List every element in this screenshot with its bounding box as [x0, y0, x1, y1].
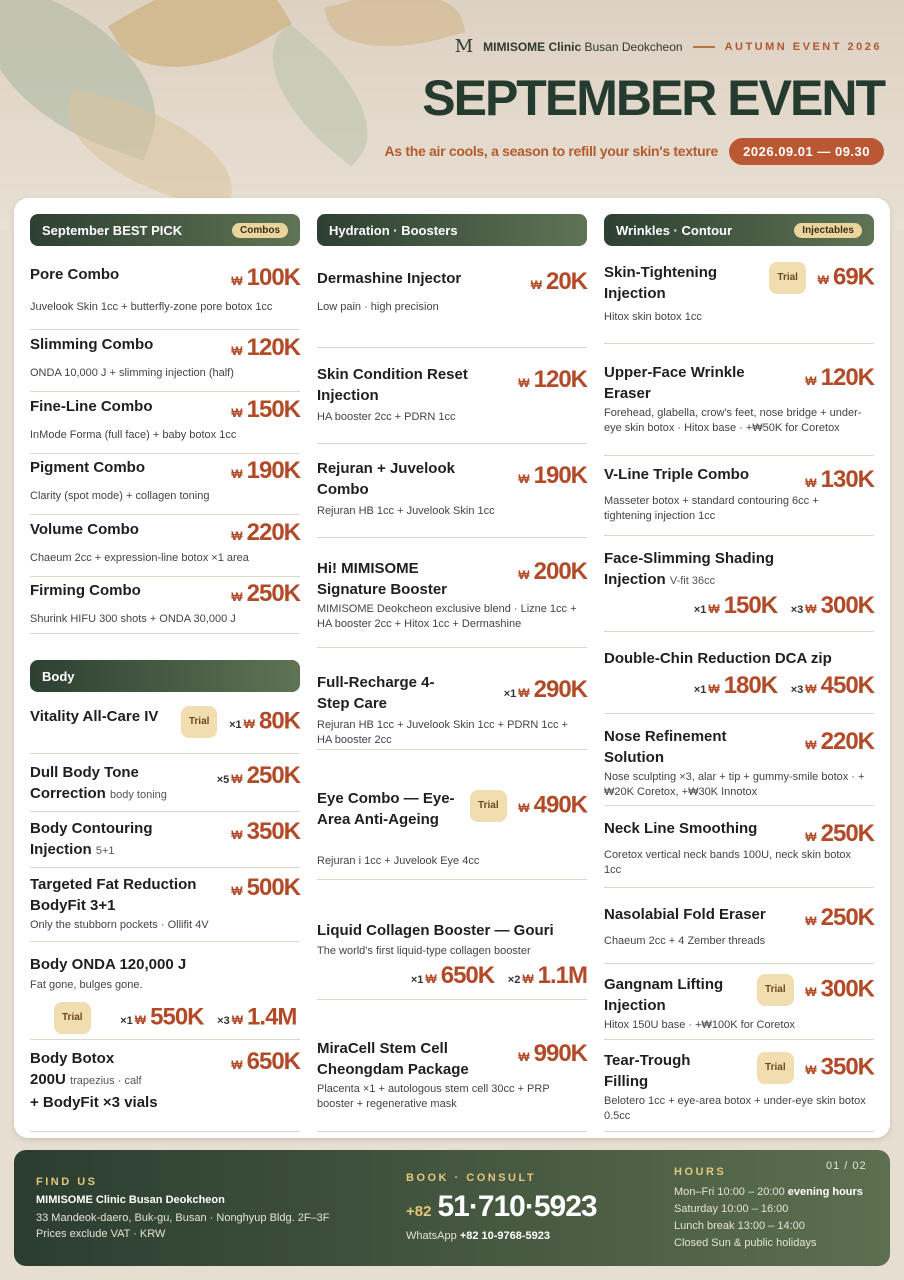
list-item: [30, 874, 300, 942]
list-item: [604, 964, 874, 1040]
list-item: [30, 457, 300, 515]
column-best-pick: [30, 214, 300, 1111]
list-item: [604, 344, 874, 456]
item-desc: Forehead, glabella, crow's feet, nose bridge + under-eye skin botox · Hitox base · +₩50K for Coretox: [604, 407, 862, 434]
item-name: Skin Condition Reset Injection: [317, 366, 468, 404]
list-item: [30, 580, 300, 634]
item-price: ₩ 650K: [231, 1048, 300, 1075]
hours-closed: Closed Sun & public holidays: [674, 1237, 817, 1249]
item-price: ₩ 220K: [805, 728, 874, 755]
item-name: Nasolabial Fold Eraser: [604, 906, 766, 923]
item-name: Full-Recharge 4-Step Care: [317, 674, 435, 712]
item-name: Eye Combo — Eye-Area Anti-Ageing: [317, 790, 455, 828]
item-name: Gangnam Lifting Injection: [604, 976, 724, 1014]
address: 33 Mandeok-daero, Buk-gu, Busan · Nonghyup Bldg. 2F–3F: [36, 1212, 330, 1224]
item-name: Pore Combo: [30, 266, 120, 283]
trial-badge: Trial: [181, 706, 218, 738]
book-label: BOOK · CONSULT: [406, 1172, 537, 1184]
item-desc: Hitox 150U base · +₩100K for Coretox: [604, 1019, 796, 1031]
item-name: Liquid Collagen Booster — Gouri: [317, 922, 554, 939]
item-price: ×1 ₩ 180K ×3 ₩ 450K: [693, 672, 874, 699]
whatsapp-contact[interactable]: WhatsApp +82 10-9768-5923: [406, 1230, 551, 1242]
item-price: ₩ 120K: [805, 364, 874, 391]
item-price: ₩ 130K: [805, 466, 874, 493]
item-desc: MIMISOME Deokcheon exclusive blend · Lizne 1cc + HA booster 2cc + Hitox 1cc + Dermashine: [317, 603, 577, 630]
item-desc: Hitox skin botox 1cc: [604, 311, 702, 323]
list-item: [604, 262, 874, 344]
date-badge: 2026.09.01 — 09.30: [729, 138, 884, 165]
item-price: Trial ×1 ₩ 550K ×3 ₩ 1.4M: [54, 1002, 300, 1035]
phone-number[interactable]: +82 51·710·5923: [406, 1190, 597, 1223]
item-desc: The world's first liquid-type collagen booster: [317, 945, 531, 957]
section-header-wrinkles: Wrinkles · Contour Injectables: [604, 214, 874, 246]
item-price: ₩ 200K: [518, 558, 587, 585]
item-name: Upper-Face Wrinkle Eraser: [604, 364, 745, 402]
list-item: [604, 536, 874, 632]
section-header-body: Body: [30, 660, 300, 692]
page-subtitle: As the air cools, a season to refill your skin's texture: [384, 143, 718, 159]
item-desc: Rejuran i 1cc + Juvelook Eye 4cc: [317, 855, 480, 867]
list-item: [30, 706, 300, 754]
trial-badge: Trial: [470, 790, 507, 822]
item-name: Dermashine Injector: [317, 270, 462, 287]
item-price: ×1 ₩ 650K ×2 ₩ 1.1M: [410, 962, 587, 989]
item-name: Nose Refinement Solution: [604, 728, 727, 766]
list-item: [30, 818, 300, 868]
hours-lunch: Lunch break 13:00 – 14:00: [674, 1220, 805, 1232]
list-item: [317, 750, 587, 880]
item-desc: HA booster 2cc + PDRN 1cc: [317, 411, 456, 423]
item-name: Targeted Fat Reduction BodyFit 3+1: [30, 876, 197, 914]
item-desc: Belotero 1cc + eye-area botox + under-eye skin botox 0.5cc: [604, 1095, 866, 1122]
page-title: SEPTEMBER EVENT: [422, 70, 884, 126]
item-price: ₩ 120K: [231, 334, 300, 361]
item-price: ₩ 250K: [231, 580, 300, 607]
list-item: [30, 954, 300, 1040]
item-desc: Chaeum 2cc + 4 Zember threads: [604, 935, 766, 947]
item-name: Body Contouring Injection 5+1: [30, 820, 153, 858]
item-price: Trial ×1 ₩ 80K: [181, 706, 300, 739]
item-name: Vitality All-Care IV: [30, 708, 159, 725]
item-price: ₩ 120K: [518, 366, 587, 393]
section-badge: Injectables: [794, 223, 862, 238]
item-price: ₩ 190K: [231, 457, 300, 484]
item-price: ₩ 250K: [805, 904, 874, 931]
list-item: [604, 456, 874, 536]
list-item: [30, 1048, 300, 1132]
item-name: Slimming Combo: [30, 336, 154, 353]
column-wrinkles: [604, 214, 874, 1122]
list-item: [30, 762, 300, 812]
item-price: Trial ₩ 350K: [757, 1052, 874, 1084]
section-badge: Combos: [232, 223, 288, 238]
footer-clinic-name: MIMISOME Clinic Busan Deokcheon: [36, 1194, 225, 1206]
leaf-decoration: [324, 0, 465, 66]
hours-label: HOURS: [674, 1166, 727, 1178]
item-name: Tear-Trough Filling: [604, 1052, 691, 1090]
item-name: Body Botox 200U trapezius · calf + BodyFit ×3 vials: [30, 1050, 158, 1111]
list-item: [604, 714, 874, 806]
item-name: Neck Line Smoothing: [604, 820, 758, 837]
item-desc: Chaeum 2cc + expression-line botox ×1 area: [30, 552, 249, 564]
item-price: Trial ₩ 300K: [757, 974, 874, 1006]
item-price: ₩ 20K: [530, 268, 587, 295]
item-desc: Coretox vertical neck bands 100U, neck skin botox 1cc: [604, 849, 852, 876]
item-price: ₩ 350K: [231, 818, 300, 845]
item-desc: InMode Forma (full face) + baby botox 1cc: [30, 429, 237, 441]
item-desc: Rejuran HB 1cc + Juvelook Skin 1cc + PDRN 1cc + HA booster 2cc: [317, 719, 568, 746]
item-desc: Fat gone, bulges gone.: [30, 979, 143, 991]
clinic-logo: M: [454, 36, 474, 57]
page-indicator: 01 / 02: [826, 1160, 867, 1172]
item-name: Double-Chin Reduction DCA zip: [604, 650, 832, 667]
hours-saturday: Saturday 10:00 – 16:00: [674, 1203, 789, 1215]
item-name: Skin-Tightening Injection: [604, 264, 718, 302]
event-tag: AUTUMN EVENT 2026: [724, 40, 882, 53]
list-item: [30, 334, 300, 392]
list-item: [317, 648, 587, 750]
list-item: [317, 348, 587, 444]
item-price: ₩ 990K: [518, 1040, 587, 1067]
list-item: [30, 264, 300, 330]
item-name: Hi! MIMISOME Signature Booster: [317, 560, 448, 598]
list-item: [604, 806, 874, 888]
item-desc: Shurink HIFU 300 shots + ONDA 30,000 J: [30, 613, 236, 625]
trial-badge: Trial: [757, 1052, 794, 1084]
item-desc: Clarity (spot mode) + collagen toning: [30, 490, 210, 502]
divider: [693, 46, 715, 48]
item-name: Pigment Combo: [30, 459, 145, 476]
item-price: ₩ 220K: [231, 519, 300, 546]
column-hydration: [317, 214, 587, 1110]
item-price: ₩ 150K: [231, 396, 300, 423]
hours-weekday: Mon–Fri 10:00 – 20:00 evening hours: [674, 1186, 863, 1198]
item-name: Fine-Line Combo: [30, 398, 153, 415]
item-price: ×5 ₩ 250K: [216, 762, 300, 789]
trial-badge: Trial: [54, 1002, 91, 1034]
item-desc: Nose sculpting ×3, alar + tip + gummy-smile botox · +₩20K Coretox, +₩30K Innotox: [604, 771, 865, 798]
footer: [14, 1150, 890, 1266]
clinic-branch: Busan Deokcheon: [581, 39, 683, 54]
item-name: Volume Combo: [30, 521, 139, 538]
item-desc: Rejuran HB 1cc + Juvelook Skin 1cc: [317, 505, 495, 517]
item-price: ₩ 250K: [805, 820, 874, 847]
item-price: ×1 ₩ 150K ×3 ₩ 300K: [693, 592, 874, 619]
clinic-name: MIMISOME Clinic: [483, 39, 582, 54]
item-price: ×1 ₩ 290K: [503, 676, 587, 703]
list-item: [30, 519, 300, 577]
list-item: [30, 396, 300, 454]
item-name: Body ONDA 120,000 J: [30, 956, 187, 973]
item-name: V-Line Triple Combo: [604, 466, 750, 483]
item-price: Trial ₩ 490K: [470, 790, 587, 822]
trial-badge: Trial: [757, 974, 794, 1006]
list-item: [604, 632, 874, 714]
list-item: [317, 1000, 587, 1132]
item-desc: Low pain · high precision: [317, 301, 439, 313]
item-name: Face-Slimming Shading Injection V-fit 36cc: [604, 550, 775, 588]
list-item: [317, 880, 587, 1000]
item-price: ₩ 100K: [231, 264, 300, 291]
item-desc: Masseter botox + standard contouring 6cc + tightening injection 1cc: [604, 495, 819, 522]
item-name: Rejuran + Juvelook Combo: [317, 460, 455, 498]
item-desc: Placenta ×1 + autologous stem cell 30cc + PRP booster + regenerative mask: [317, 1083, 550, 1110]
price-note: Prices exclude VAT · KRW: [36, 1228, 166, 1240]
list-item: [604, 1040, 874, 1132]
section-header-hydration: Hydration · Boosters: [317, 214, 587, 246]
brand-bar: [455, 36, 882, 57]
list-item: [604, 888, 874, 964]
find-us-label: FIND US: [36, 1176, 98, 1188]
list-item: [317, 538, 587, 648]
item-price: Trial ₩ 69K: [769, 262, 874, 294]
item-desc: Juvelook Skin 1cc + butterfly-zone pore botox 1cc: [30, 301, 273, 313]
price-card: [14, 198, 890, 1138]
item-name: MiraCell Stem Cell Cheongdam Package: [317, 1040, 469, 1078]
item-name: Firming Combo: [30, 582, 141, 599]
trial-badge: Trial: [769, 262, 806, 294]
item-price: ₩ 190K: [518, 462, 587, 489]
item-price: ₩ 500K: [231, 874, 300, 901]
section-header-best-pick: September BEST PICK Combos: [30, 214, 300, 246]
item-desc: ONDA 10,000 J + slimming injection (half): [30, 367, 234, 379]
list-item: [317, 268, 587, 348]
hero-banner: [0, 0, 904, 230]
item-name: Dull Body Tone Correction body toning: [30, 764, 167, 802]
list-item: [317, 444, 587, 538]
item-desc: Only the stubborn pockets · Ollifit 4V: [30, 919, 209, 931]
